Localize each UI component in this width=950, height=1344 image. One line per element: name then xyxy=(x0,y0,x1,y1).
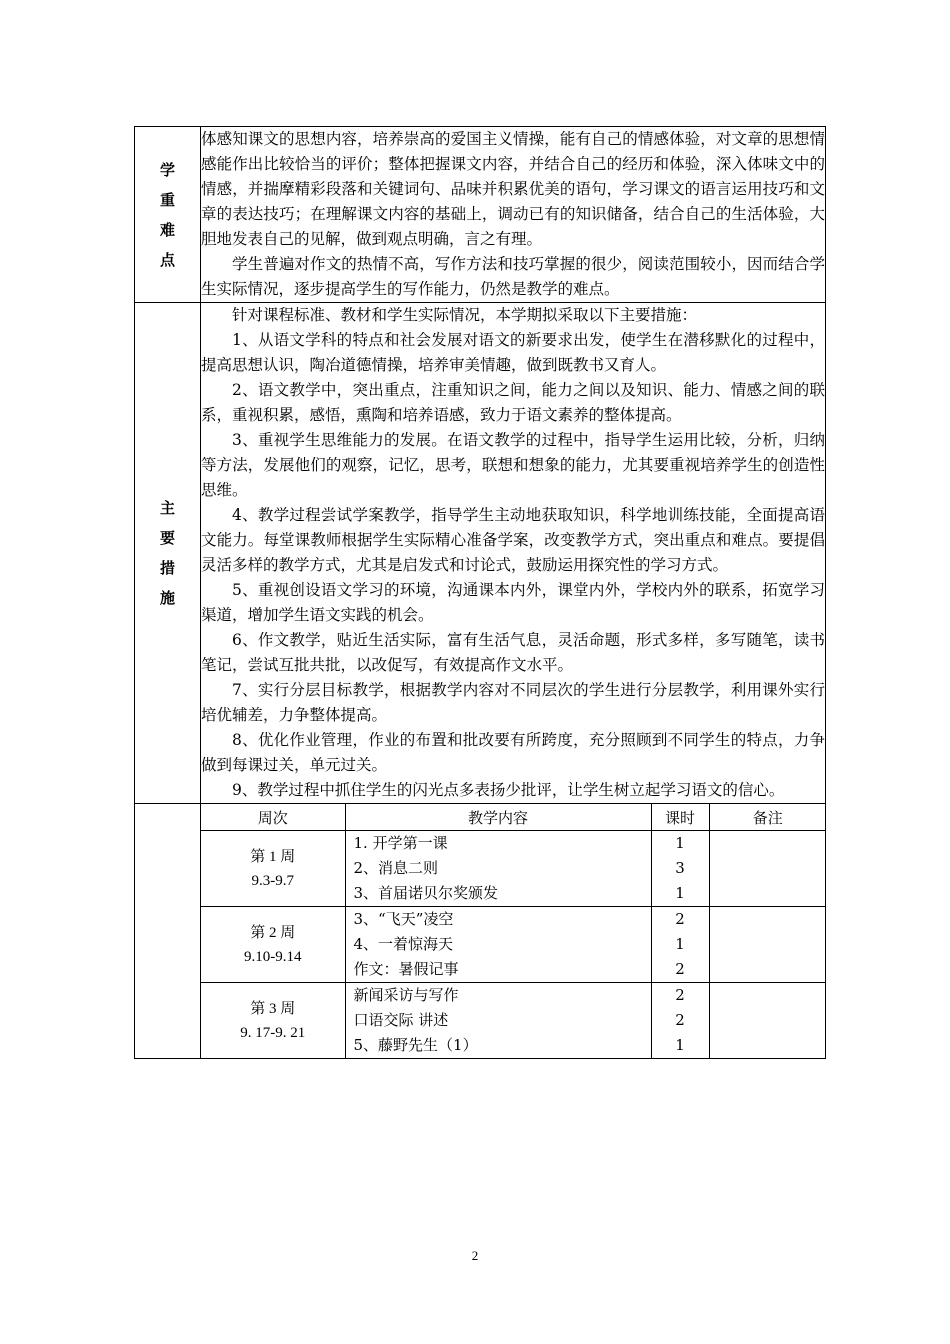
lessons-cell xyxy=(345,831,651,907)
difficulty-paragraph: 学生普遍对作文的热情不高，写作方法和技巧掌握的很少，阅读范围较小，因而结合学生实际情况，逐步提高学生的写作能力，仍然是教学的难点。 xyxy=(201,255,825,298)
week-dates: 9. 17-9. 21 xyxy=(240,1024,306,1041)
hours-item: 2 xyxy=(675,986,685,1004)
lesson-item: 3、首届诺贝尔奖颁发 xyxy=(353,884,499,902)
measures-paragraph: 7、实行分层目标教学，根据教学内容对不同层次的学生进行分层教学，利用课外实行培优辅差，力争整体提高。 xyxy=(201,681,825,724)
schedule-row xyxy=(135,804,826,1059)
difficulty-content xyxy=(201,127,826,303)
label-char: 主 xyxy=(159,499,175,517)
table-row xyxy=(201,907,826,983)
difficulty-row xyxy=(135,127,826,303)
hours-item: 1 xyxy=(675,834,685,852)
lessons-cell xyxy=(345,907,651,983)
measures-content xyxy=(201,303,826,804)
weekly-schedule-table xyxy=(201,804,826,1058)
notes-cell xyxy=(709,907,826,983)
measures-label xyxy=(135,303,201,804)
label-char: 要 xyxy=(159,529,175,547)
lesson-item: 新闻采访与写作 xyxy=(353,986,459,1004)
header-hours: 课时 xyxy=(651,804,709,831)
week-label: 第 2 周 xyxy=(250,924,296,941)
hours-cell xyxy=(651,831,709,907)
week-label: 第 3 周 xyxy=(250,1000,296,1017)
lesson-item: 3、“飞天”凌空 xyxy=(353,910,454,928)
measures-paragraph: 3、重视学生思维能力的发展。在语文教学的过程中，指导学生运用比较，分析，归纳等方法，发展他们的观察，记忆，思考，联想和想象的能力，尤其要重视培养学生的创造性思维。 xyxy=(201,431,825,499)
lesson-item: 1. 开学第一课 xyxy=(353,834,448,852)
label-char: 学 xyxy=(159,160,175,179)
week-label: 第 1 周 xyxy=(250,848,296,865)
header-notes: 备注 xyxy=(709,804,826,831)
page-number: 2 xyxy=(471,1248,479,1263)
label-char: 难 xyxy=(159,220,175,239)
measures-row xyxy=(135,303,826,804)
table-row xyxy=(201,831,826,907)
week-cell xyxy=(201,907,345,983)
hours-item: 1 xyxy=(675,935,685,953)
week-cell xyxy=(201,983,345,1059)
notes-cell xyxy=(709,983,826,1059)
hours-cell xyxy=(651,983,709,1059)
week-dates: 9.3-9.7 xyxy=(251,872,294,889)
lesson-item: 口语交际 讲述 xyxy=(353,1011,449,1029)
measures-paragraph: 1、从语文学科的特点和社会发展对语文的新要求出发，使学生在潜移默化的过程中，提高思想认识，陶冶道德情操，培养审美情趣，做到既教书又育人。 xyxy=(201,331,825,374)
hours-item: 3 xyxy=(675,859,685,877)
notes-cell xyxy=(709,831,826,907)
lesson-item: 4、一着惊海天 xyxy=(353,935,454,953)
measures-paragraph: 2、语文教学中，突出重点，注重知识之间，能力之间以及知识、能力、情感之间的联系，重视积累，感悟，熏陶和培养语感，致力于语文素养的整体提高。 xyxy=(201,381,825,424)
hours-item: 1 xyxy=(675,884,685,902)
label-char: 措 xyxy=(159,559,175,577)
schedule-cell xyxy=(201,804,826,1059)
difficulty-paragraph: 体感知课文的思想内容，培养崇高的爱国主义情操，能有自己的情感体验，对文章的思想情感能作出比较恰当的评价；整体把握课文内容，并结合自己的经历和体验，深入体味文中的情感，并揣摩精彩段落和关键词句、品味并积累优美的语句，学习课文的语言运用技巧和文章的表达技巧；在理解课文内容的基础上，调动已有的知识储备，结合自己的生活体验，大胆地发表自己的见解，做到观点明确，言之有理。 xyxy=(201,130,825,248)
label-char: 点 xyxy=(159,250,175,269)
hours-item: 2 xyxy=(675,960,685,978)
hours-item: 1 xyxy=(675,1036,685,1054)
measures-paragraph: 6、作文教学，贴近生活实际，富有生活气息，灵活命题，形式多样，多写随笔，读书笔记，尝试互批共批，以改促写，有效提高作文水平。 xyxy=(201,631,825,674)
schedule-label-empty xyxy=(135,804,201,1059)
measures-paragraph: 5、重视创设语文学习的环境，沟通课本内外，课堂内外，学校内外的联系，拓宽学习渠道，增加学生语文实践的机会。 xyxy=(201,581,825,624)
lesson-item: 作文：暑假记事 xyxy=(353,960,459,978)
header-week: 周次 xyxy=(201,804,345,831)
lessons-cell xyxy=(345,983,651,1059)
difficulty-label xyxy=(135,127,201,303)
hours-item: 2 xyxy=(675,1011,685,1029)
week-dates: 9.10-9.14 xyxy=(244,948,302,965)
measures-paragraph: 9、教学过程中抓住学生的闪光点多表扬少批评，让学生树立起学习语文的信心。 xyxy=(232,781,785,799)
header-content: 教学内容 xyxy=(345,804,651,831)
lesson-item: 2、消息二则 xyxy=(353,859,439,877)
label-char: 施 xyxy=(159,589,175,607)
hours-item: 2 xyxy=(675,910,685,928)
label-char: 重 xyxy=(159,190,175,209)
table-row xyxy=(201,983,826,1059)
measures-paragraph: 4、教学过程尝试学案教学，指导学生主动地获取知识，科学地训练技能，全面提高语文能力。每堂课教师根据学生实际精心准备学案，改变教学方式，突出重点和难点。要提倡灵活多样的教学方式，尤其是启发式和讨论式，鼓励运用探究性的学习方式。 xyxy=(201,506,825,574)
teaching-plan-table xyxy=(134,126,826,1059)
measures-paragraph: 针对课程标准、教材和学生实际情况，本学期拟采取以下主要措施： xyxy=(232,306,698,324)
hours-cell xyxy=(651,907,709,983)
plan-table-container xyxy=(134,126,825,1059)
schedule-header-row xyxy=(201,804,826,831)
measures-paragraph: 8、优化作业管理，作业的布置和批改要有所跨度，充分照顾到不同学生的特点，力争做到每课过关，单元过关。 xyxy=(201,731,825,774)
week-cell xyxy=(201,831,345,907)
lesson-item: 5、藤野先生（1） xyxy=(353,1036,478,1054)
